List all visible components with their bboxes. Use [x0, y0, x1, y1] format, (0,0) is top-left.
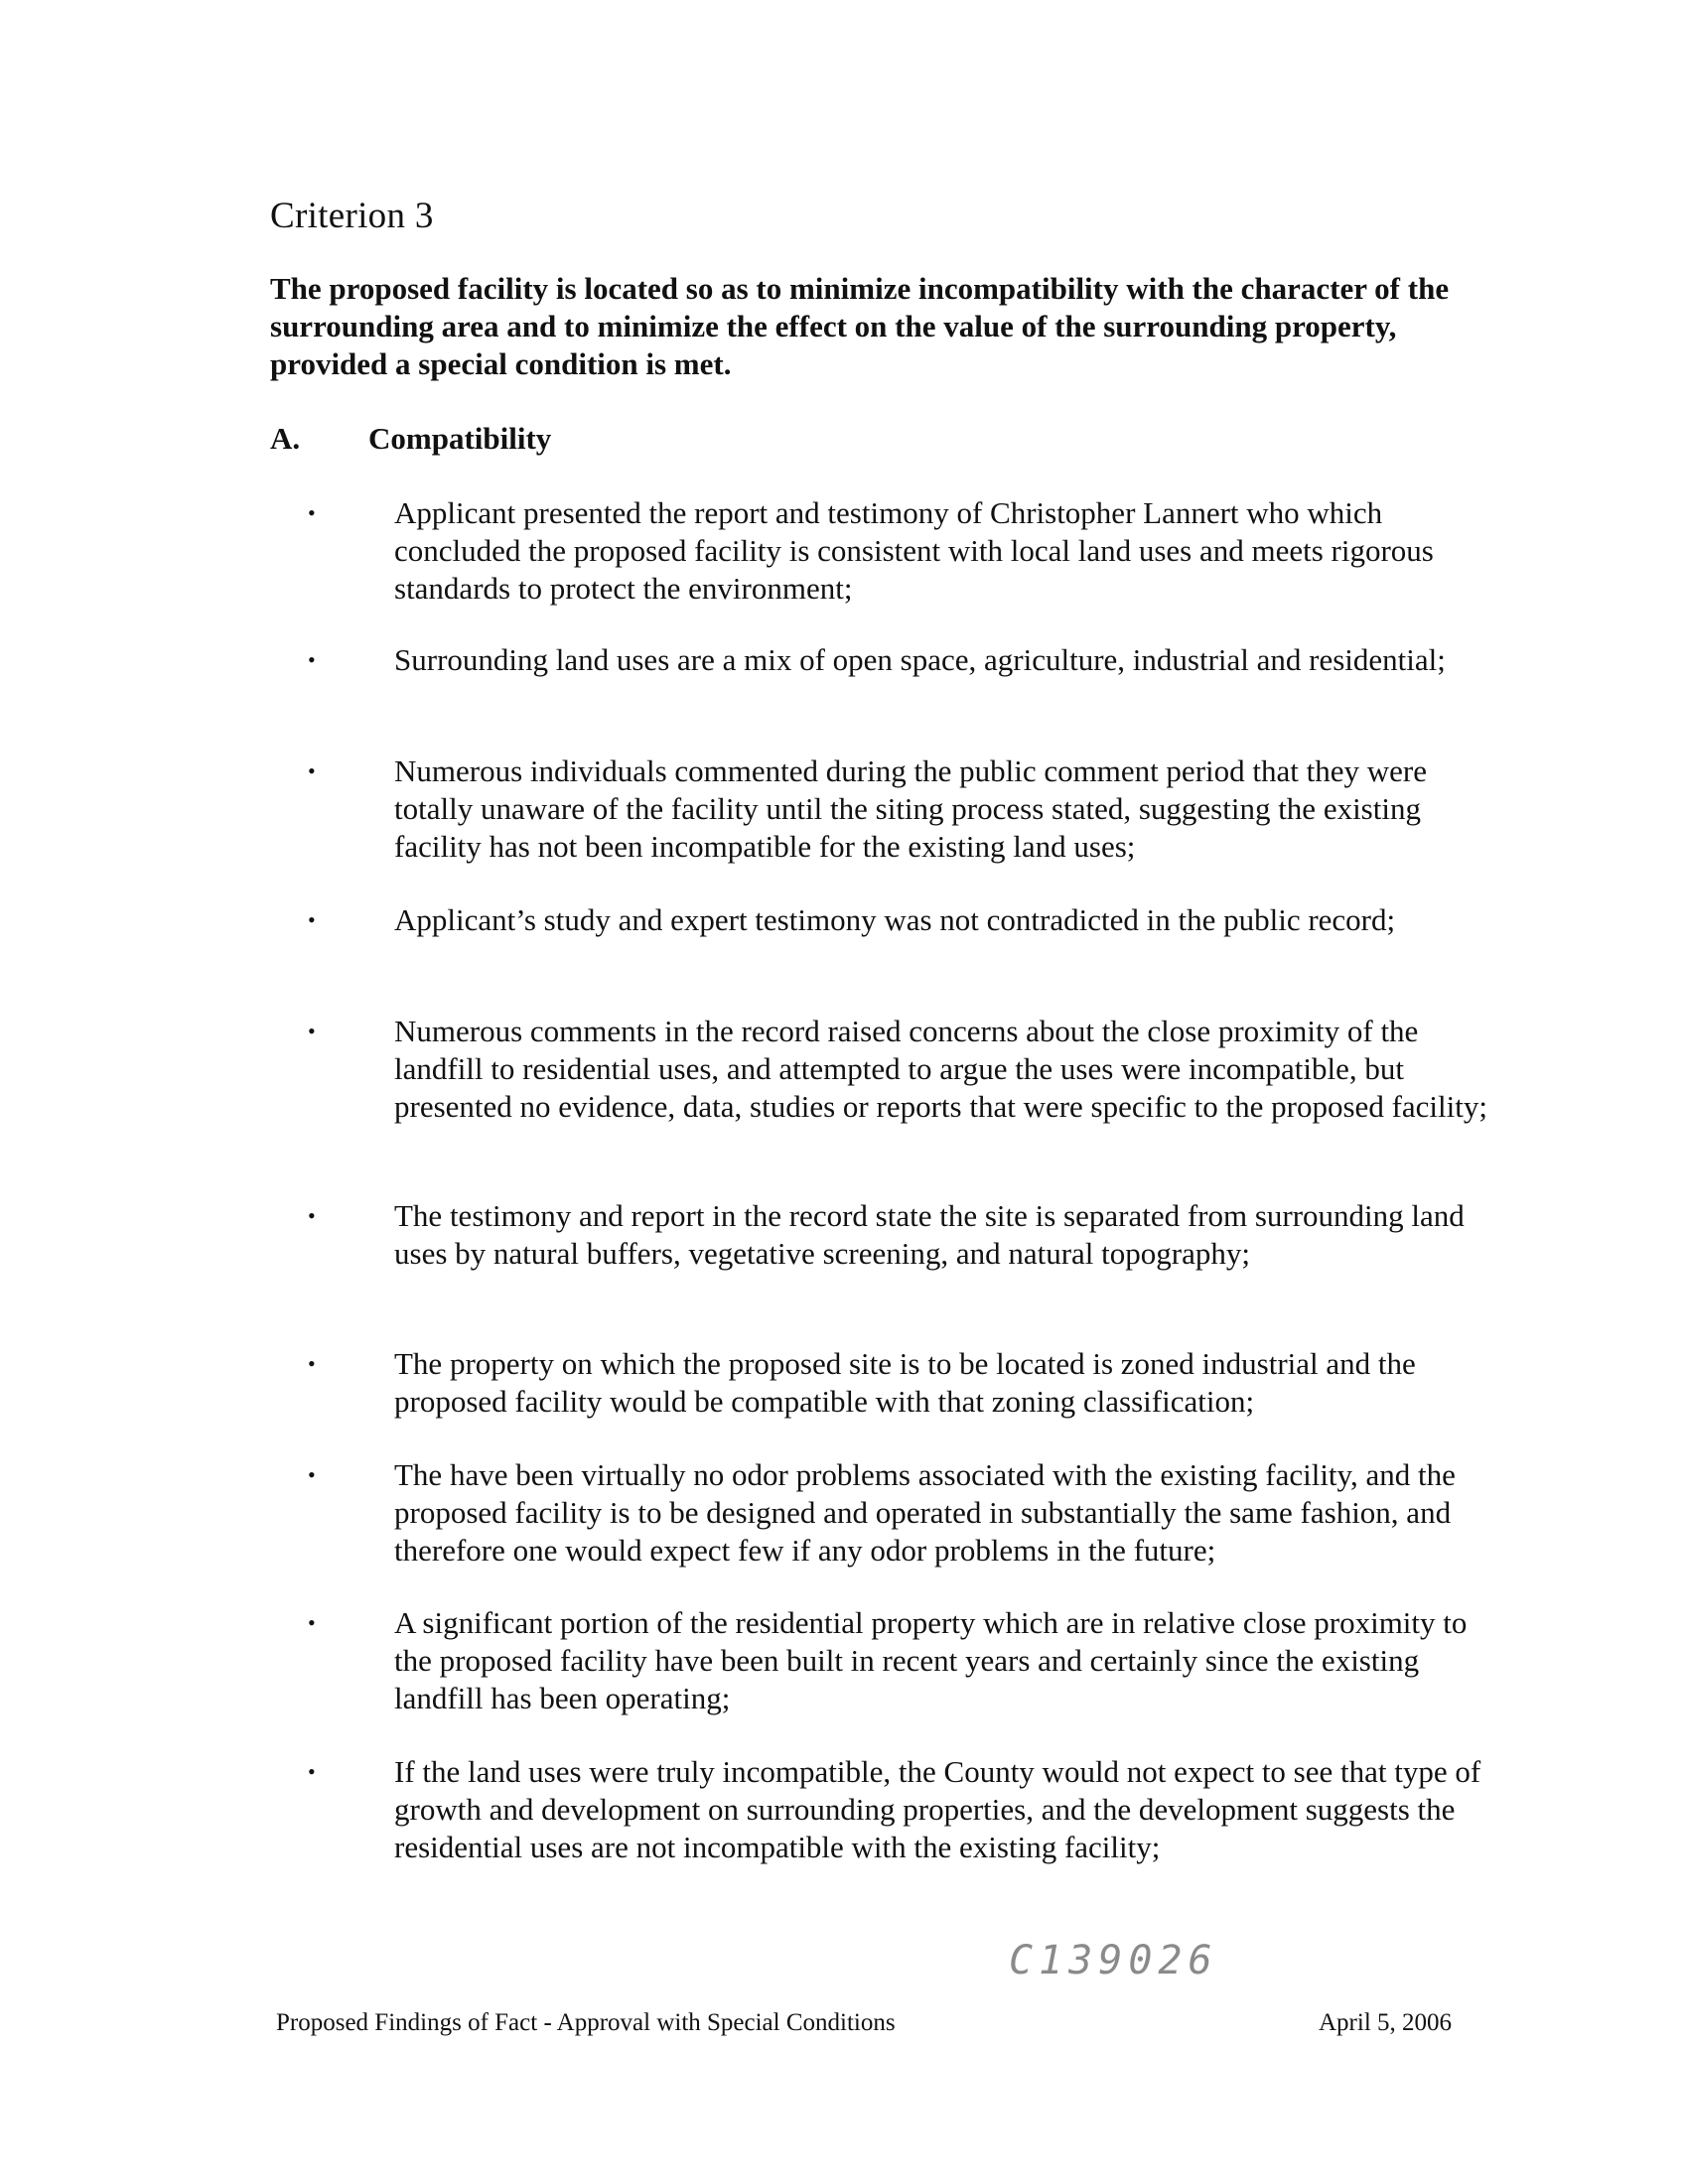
bullet-icon: • [308, 1203, 316, 1228]
section-title: Compatibility [368, 421, 552, 456]
list-item-text: The testimony and report in the record state the site is separated from surrounding land uses by natural buffers, vegetative screening, and natural topography; [394, 1198, 1465, 1271]
list-item-text: Applicant’s study and expert testimony was not contradicted in the public record; [394, 902, 1396, 937]
list-item-text: Surrounding land uses are a mix of open space, agriculture, industrial and residential; [394, 642, 1446, 677]
footer-date: April 5, 2006 [1319, 2009, 1453, 2036]
section-heading [270, 421, 551, 457]
list-item [308, 752, 1489, 866]
section-letter: A. [270, 421, 301, 456]
criterion-statement: The proposed facility is located so as to minimize incompatibility with the character of the surrounding area and to minimize the effect on the value of the surrounding property, provided a special condition is met. [270, 271, 1450, 381]
list-item [308, 1345, 1489, 1421]
criterion-heading: Criterion 3 [270, 196, 434, 236]
list-item-text: Numerous individuals commented during the public comment period that they were totally unaware of the facility until the siting process stated, suggesting the existing facility has not been incompatible for the existing land uses; [394, 753, 1427, 864]
list-item [308, 1197, 1489, 1273]
list-item-text: If the land uses were truly incompatible, the County would not expect to see that type of growth and development on surrounding properties, and the development suggests the residential uses are not incompatible with the existing facility; [394, 1754, 1481, 1864]
bullet-icon: • [308, 758, 316, 783]
list-item-text: The have been virtually no odor problems associated with the existing facility, and the proposed facility is to be designed and operated in substantially the same fashion, and therefore one would expect few if any odor problems in the future; [394, 1457, 1456, 1568]
list-item-text: Applicant presented the report and testimony of Christopher Lannert who which concluded the proposed facility is consistent with local land uses and meets rigorous standards to protect the environment; [394, 495, 1434, 606]
footer-title: Proposed Findings of Fact - Approval with Special Conditions [276, 2009, 896, 2036]
bullet-icon: • [308, 647, 316, 672]
list-item [308, 1604, 1489, 1717]
bullet-icon: • [308, 1759, 316, 1784]
list-item-text: A significant portion of the residential property which are in relative close proximity to the proposed facility have been built in recent years and certainly since the existing landfill has been operating; [394, 1605, 1468, 1715]
bullet-icon: • [308, 1610, 316, 1635]
bullet-icon: • [308, 500, 316, 525]
list-item [308, 1753, 1489, 1866]
list-item [308, 1456, 1489, 1570]
list-item [308, 901, 1489, 939]
bates-stamp: C139026 [1009, 1938, 1218, 1983]
bullet-icon: • [308, 1351, 316, 1376]
bullet-icon: • [308, 1019, 316, 1043]
bullet-icon: • [308, 907, 316, 932]
list-item-text: Numerous comments in the record raised concerns about the close proximity of the landfill to residential uses, and attempted to argue the uses were incompatible, but presented no evidence, data, studies or reports that were specific to the proposed facility; [394, 1014, 1487, 1124]
bullet-icon: • [308, 1462, 316, 1487]
list-item [308, 641, 1489, 679]
list-item-text: The property on which the proposed site is to be located is zoned industrial and the proposed facility would be compatible with that zoning classification; [394, 1346, 1416, 1419]
list-item [308, 1013, 1489, 1126]
list-item [308, 494, 1489, 608]
